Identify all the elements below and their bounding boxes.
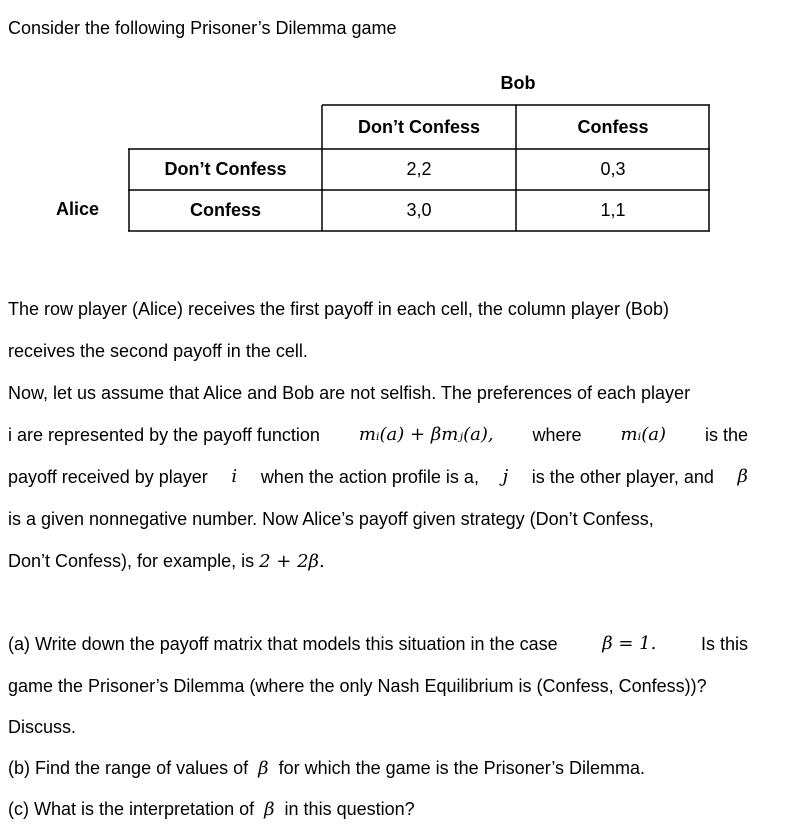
payoff-cell: 3,0 [406,200,432,220]
question-a-line-2: game the Prisoner’s Dilemma (where the only Nash Equilibrium is (Confess, Confess))? [8,676,707,696]
column-header-dont-confess: Don’t Confess [357,116,480,137]
payoff-cell: 1,1 [600,200,626,220]
question-a-line-1: (a) Write down the payoff matrix that models this situation in the case β = 1. Is this [8,633,748,654]
row-header-dont-confess: Don’t Confess [164,159,287,179]
paragraph-2-line-2: i are represented by the payoff function mᵢ(a) + βmⱼ(a), where mᵢ(a) is the [8,424,748,445]
intro-text: Consider the following Prisoner’s Dilemma game [8,18,397,38]
paragraph-1-line-2: receives the second payoff in the cell. [8,341,308,361]
question-c: (c) What is the interpretation of β in this question? [8,799,415,820]
column-header-confess: Confess [577,116,649,137]
row-header-confess: Confess [189,200,261,220]
question-b: (b) Find the range of values of β for which the game is the Prisoner’s Dilemma. [8,758,646,779]
column-player-label: Bob [500,73,536,93]
payoff-cell: 2,2 [406,159,432,179]
paragraph-2-line-4: is a given nonnegative number. Now Alice’s payoff given strategy (Don’t Confess, [8,509,654,529]
paragraph-2-line-5: Don’t Confess), for example, is 2 + 2β. [8,551,325,572]
payoff-cell: 0,3 [600,159,626,179]
paragraph-2-line-1: Now, let us assume that Alice and Bob are not selfish. The preferences of each player [8,383,691,403]
question-a-line-3: Discuss. [8,717,77,737]
row-player-label: Alice [56,199,100,219]
paragraph-1-line-1: The row player (Alice) receives the first payoff in each cell, the column player (Bob) [8,299,669,319]
paragraph-2-line-3: payoff received by player i when the action profile is a, j is the other player, and β [8,466,748,487]
